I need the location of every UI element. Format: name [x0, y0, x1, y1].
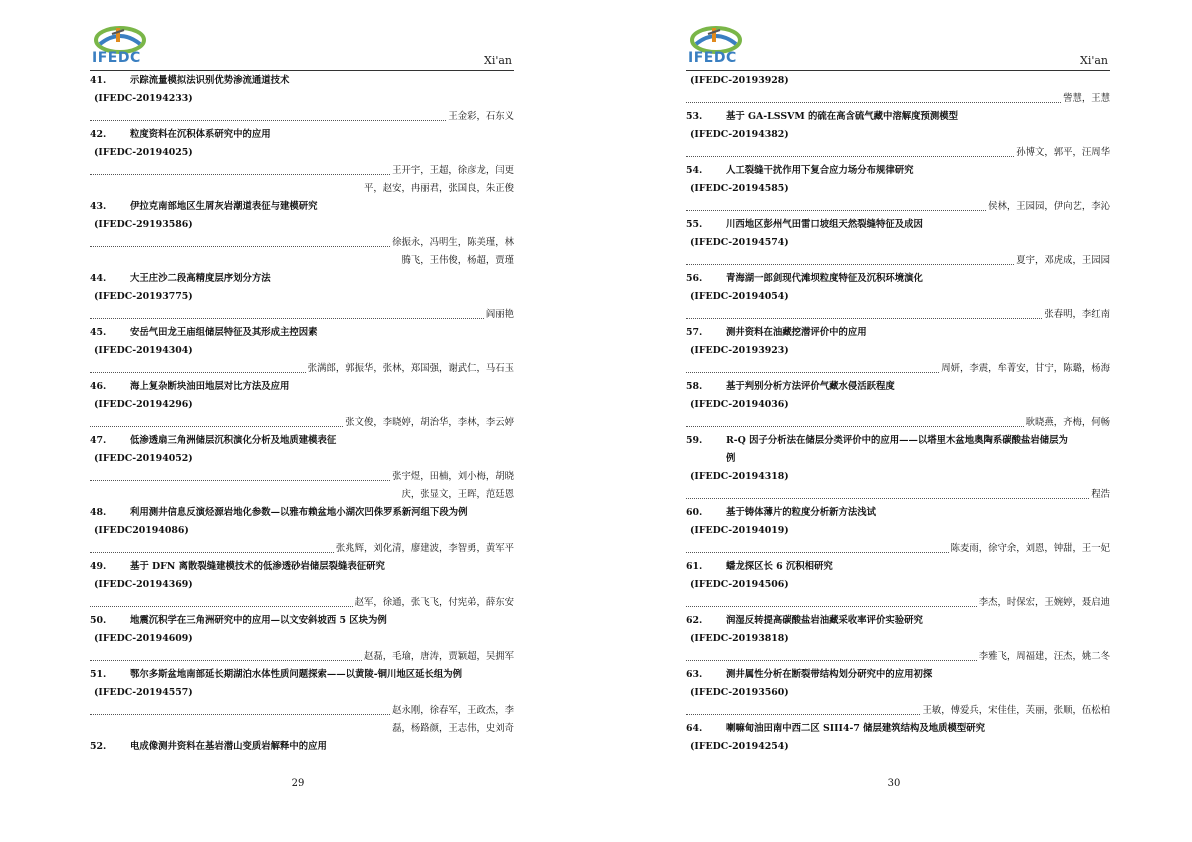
entry-code: (IFEDC-20194019): [690, 525, 789, 536]
dot-leader: [90, 480, 390, 481]
page-number: 29: [291, 778, 305, 789]
entry-number: 50.: [90, 615, 107, 626]
entry-code: (IFEDC-20194557): [94, 687, 193, 698]
entry-title: 基于判别分析方法评价气藏水侵活跃程度: [726, 381, 895, 392]
list-item: [686, 270, 1110, 324]
list-item: [686, 72, 1110, 108]
entry-number: 49.: [90, 561, 107, 572]
entry-title: 大王庄沙二段高精度层序划分方法: [130, 273, 271, 284]
entry-code: (IFEDC-20194585): [690, 183, 789, 194]
entries-list-right: [686, 72, 1110, 756]
dot-leader: [686, 210, 986, 211]
entry-number: 61.: [686, 561, 703, 572]
entry-title: 地震沉积学在三角洲研究中的应用—以文安斜坡西 5 区块为例: [130, 615, 387, 626]
entry-number: 48.: [90, 507, 107, 518]
entry-code: (IFEDC-20193775): [94, 291, 193, 302]
entry-code: (IFEDC-20193818): [690, 633, 789, 644]
entry-number: 58.: [686, 381, 703, 392]
entry-code: (IFEDC-20194025): [94, 147, 193, 158]
entry-number: 52.: [90, 741, 107, 752]
list-item: [686, 108, 1110, 162]
header-location: Xi'an: [483, 54, 512, 67]
entry-code: (IFEDC-20194296): [94, 399, 193, 410]
list-item: [90, 666, 514, 738]
entry-code: (IFEDC-29193586): [94, 219, 193, 230]
page-number: 30: [887, 778, 901, 789]
entry-code: (IFEDC-20194369): [94, 579, 193, 590]
list-item: [686, 162, 1110, 216]
entry-authors: 赵磊，毛瑜，唐涛，贾颖超，吴拥军: [363, 651, 514, 662]
entry-number: 60.: [686, 507, 703, 518]
entry-authors-cont: 庆，张显文，王晖，范廷恩: [401, 489, 514, 500]
dot-leader: [686, 498, 1089, 499]
ifedc-logo: [90, 20, 160, 68]
entry-authors: 张兆辉，刘化清，廖建波，李智勇，黄军平: [335, 543, 514, 554]
entry-code: (IFEDC-20194036): [690, 399, 789, 410]
dot-leader: [686, 264, 1014, 265]
entry-authors: 张春明，李红南: [1044, 309, 1110, 320]
entry-number: 51.: [90, 669, 107, 680]
entry-code: (IFEDC-20194318): [690, 471, 789, 482]
entry-title: 安岳气田龙王庙组储层特征及其形成主控因素: [130, 327, 318, 338]
entry-title: 利用测井信息反演烃源岩地化参数—以雅布赖盆地小湖次凹侏罗系新河组下段为例: [130, 507, 468, 518]
entry-number: 47.: [90, 435, 107, 446]
entry-authors: 孙博文，郭平，汪周华: [1016, 147, 1110, 158]
entry-code: (IFEDC-20194382): [690, 129, 789, 140]
entry-authors: 阎丽艳: [485, 309, 514, 320]
page-header: [686, 20, 1110, 71]
entry-title: 海上复杂断块油田地层对比方法及应用: [130, 381, 290, 392]
header-location: Xi'an: [1079, 54, 1108, 67]
list-item: [686, 378, 1110, 432]
entry-code: (IFEDC-20193560): [690, 687, 789, 698]
entry-title: 电成像测井资料在基岩潜山变质岩解释中的应用: [130, 741, 327, 752]
entry-authors: 赵军，徐通，张飞飞，付宪弟，薛东安: [354, 597, 514, 608]
dot-leader: [90, 660, 362, 661]
entry-authors: 程浩: [1091, 489, 1110, 500]
list-item: [90, 324, 514, 378]
entry-authors: 陈麦雨，徐守余，刘恩，钟甜，王一妃: [950, 543, 1110, 554]
entry-authors: 耿晓燕，齐梅，何畅: [1025, 417, 1110, 428]
entry-number: 56.: [686, 273, 703, 284]
list-item: [686, 666, 1110, 720]
dot-leader: [90, 426, 343, 427]
entry-number: 57.: [686, 327, 703, 338]
entry-authors: 王金彩，石东义: [448, 111, 514, 122]
entry-authors: 张满郎，郭振华，张林，郑国强，谢武仁，马石玉: [307, 363, 514, 374]
entry-title: R-Q 因子分析法在储层分类评价中的应用——以塔里木盆地奥陶系碳酸盐岩储层为: [726, 435, 1068, 446]
dot-leader: [686, 426, 1024, 427]
dot-leader: [686, 156, 1014, 157]
entry-title: 伊拉克南部地区生屑灰岩潮道表征与建模研究: [130, 201, 318, 212]
entry-number: 59.: [686, 435, 703, 446]
list-item: [686, 558, 1110, 612]
entry-code: (IFEDC-20194609): [94, 633, 193, 644]
dot-leader: [686, 552, 949, 553]
entry-code: (IFEDC-20194054): [690, 291, 789, 302]
dot-leader: [90, 606, 353, 607]
entry-authors: 侯林，王园园，伊向艺，李沁: [988, 201, 1110, 212]
list-item: [90, 432, 514, 504]
list-item: [686, 216, 1110, 270]
dot-leader: [90, 246, 390, 247]
entry-title: 基于 GA-LSSVM 的硫在高含硫气藏中溶解度预测模型: [726, 111, 959, 122]
entry-number: 44.: [90, 273, 107, 284]
list-item: [90, 558, 514, 612]
entry-title: 润湿反转提高碳酸盐岩油藏采收率评价实验研究: [726, 615, 923, 626]
entry-number: 42.: [90, 129, 107, 140]
entry-code: (IFEDC-20194506): [690, 579, 789, 590]
entry-number: 63.: [686, 669, 703, 680]
entry-code: (IFEDC-20194052): [94, 453, 193, 464]
entry-title: 基于 DFN 离散裂缝建模技术的低渗透砂岩储层裂缝表征研究: [130, 561, 385, 572]
entry-title: 青海湖一郎剑现代滩坝粒度特征及沉积环境演化: [726, 273, 923, 284]
entry-authors: 徐振永，冯明生，陈美瑾，林: [392, 237, 514, 248]
entry-number: 41.: [90, 75, 107, 86]
list-item: [90, 126, 514, 198]
entry-authors: 王敏，傅爱兵，宋佳佳，芙丽，张顺，伍松柏: [922, 705, 1110, 716]
entry-title: 喇嘛甸油田南中西二区 SIII4-7 储层建筑结构及地质模型研究: [726, 723, 986, 734]
entry-number: 62.: [686, 615, 703, 626]
entry-number: 54.: [686, 165, 703, 176]
list-item: [90, 504, 514, 558]
ifedc-logo: [686, 20, 756, 68]
entries-list-left: [90, 72, 514, 756]
dot-leader: [686, 372, 939, 373]
dot-leader: [686, 606, 977, 607]
page-header: [90, 20, 514, 71]
list-item: [90, 270, 514, 324]
entry-number: 46.: [90, 381, 107, 392]
dot-leader: [686, 318, 1042, 319]
list-item: [686, 720, 1110, 756]
entry-authors: 张宇煜，田楠，刘小梅，胡晓: [392, 471, 514, 482]
entry-authors: 周妍，李震，牟菁安，甘宁，陈璐，杨海: [941, 363, 1110, 374]
dot-leader: [90, 714, 390, 715]
entry-number: 45.: [90, 327, 107, 338]
entry-authors: 张文俊，李晓婷，胡治华，李林，李云婷: [345, 417, 514, 428]
list-item: [90, 738, 514, 756]
list-item: [686, 504, 1110, 558]
dot-leader: [90, 552, 334, 553]
list-item: [90, 612, 514, 666]
entry-authors: 訾慧，王慧: [1063, 93, 1110, 104]
entry-title: 粒度资料在沉积体系研究中的应用: [130, 129, 271, 140]
entry-title: 川西地区彭州气田雷口坡组天然裂缝特征及成因: [726, 219, 923, 230]
entry-code: (IFEDC-20194233): [94, 93, 193, 104]
entry-title: 蟠龙探区长 6 沉积相研究: [726, 561, 833, 572]
entry-title: 示踪流量模拟法识别优势渗流通道技术: [130, 75, 290, 86]
entry-authors: 赵永刚，徐春军，王政杰，李: [392, 705, 514, 716]
entry-title: 测井资料在油藏挖潜评价中的应用: [726, 327, 867, 338]
entry-code: (IFEDC-20193928): [690, 75, 789, 86]
entry-authors-cont: 腾飞，王伟俊，杨超，贾瑾: [401, 255, 514, 266]
list-item: [90, 198, 514, 270]
entry-authors: 夏宇，邓虎成，王园园: [1016, 255, 1110, 266]
dot-leader: [90, 372, 306, 373]
entry-authors: 李杰，时保宏，王婉婷，聂启迪: [978, 597, 1110, 608]
list-item: [90, 378, 514, 432]
list-item: [686, 612, 1110, 666]
entry-authors: 李雅飞，周福建，汪杰，姚二冬: [978, 651, 1110, 662]
entry-title: 测井属性分析在断裂带结构划分研究中的应用初探: [726, 669, 933, 680]
dot-leader: [90, 120, 446, 121]
logo-text: IFEDC: [92, 50, 141, 66]
entry-code: (IFEDC-20194254): [690, 741, 789, 752]
entry-title-cont: 例: [726, 453, 736, 464]
dot-leader: [686, 714, 920, 715]
entry-code: (IFEDC-20194574): [690, 237, 789, 248]
list-item: [686, 432, 1110, 504]
entry-code: (IFEDC-20194304): [94, 345, 193, 356]
entry-code: (IFEDC-20193923): [690, 345, 789, 356]
entry-title: 人工裂缝干扰作用下复合应力场分布规律研究: [726, 165, 914, 176]
dot-leader: [90, 318, 484, 319]
dot-leader: [90, 174, 390, 175]
logo-text: IFEDC: [688, 50, 737, 66]
dot-leader: [686, 102, 1061, 103]
entry-authors: 王开宇，王超，徐彦龙，闫更: [392, 165, 514, 176]
right-page: [596, 0, 1192, 842]
entry-number: 64.: [686, 723, 703, 734]
entry-authors-cont: 平，赵安，冉丽君，张国良，朱正俊: [363, 183, 514, 194]
list-item: [686, 324, 1110, 378]
dot-leader: [686, 660, 977, 661]
entry-number: 55.: [686, 219, 703, 230]
entry-title: 低渗透扇三角洲储层沉积演化分析及地质建模表征: [130, 435, 337, 446]
entry-number: 53.: [686, 111, 703, 122]
entry-title: 基于铸体薄片的粒度分析新方法浅试: [726, 507, 877, 518]
entry-code: (IFEDC20194086): [94, 525, 189, 536]
list-item: [90, 72, 514, 126]
entry-title: 鄂尔多斯盆地南部延长期湖泊水体性质问题探索——以黄陵-铜川地区延长组为例: [130, 669, 463, 680]
entry-authors-cont: 磊，杨路颜，王志伟，史刘奇: [392, 723, 514, 734]
entry-number: 43.: [90, 201, 107, 212]
